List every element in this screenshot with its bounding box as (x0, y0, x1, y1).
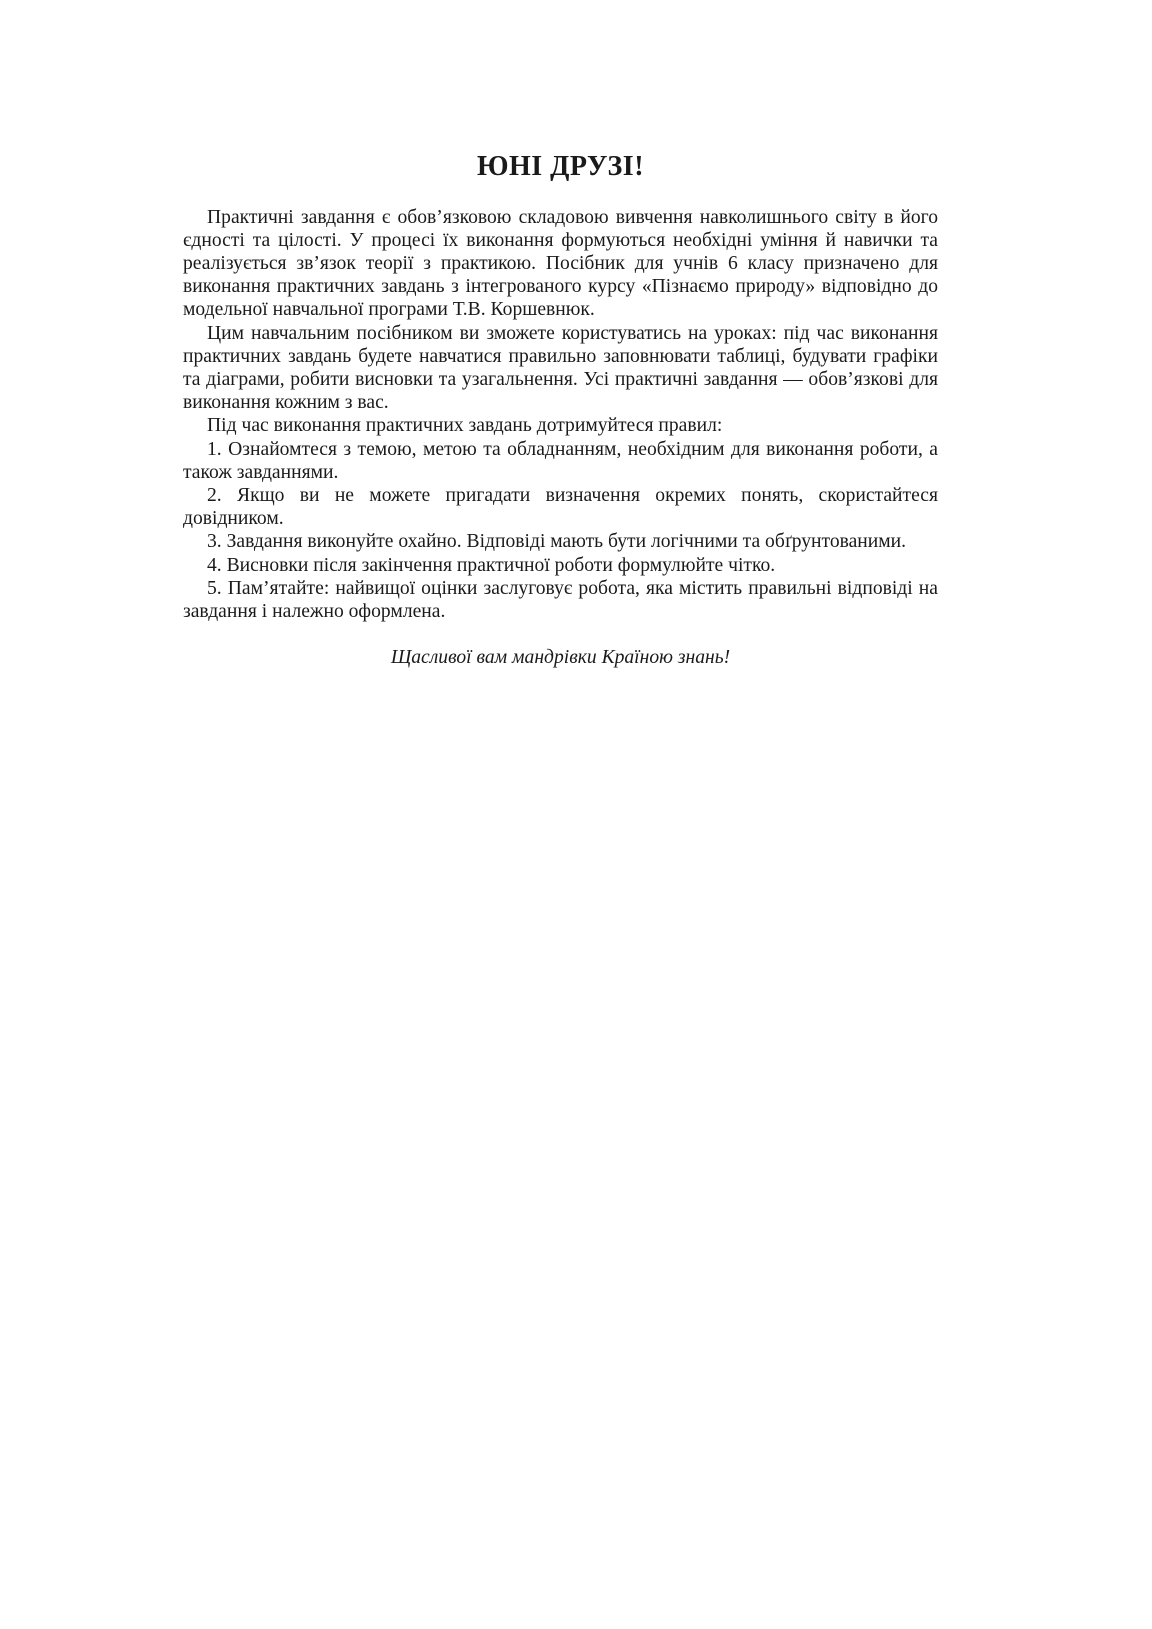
usage-paragraph: Цим навчальним посібником ви зможете користуватись на уроках: під час виконання практичних завдань будете навчатися правильно заповнювати таблиці, будувати графіки та діаграми, робити висновки та узагальнення. Усі практичні завдання — обов’язкові для виконання кожним з вас. (183, 322, 938, 414)
page-title: ЮНІ ДРУЗІ! (476, 151, 645, 182)
rule-item-2: 2. Якщо ви не можете пригадати визначення окремих понять, скористайтеся довідником. (183, 485, 938, 530)
rule-item-3: 3. Завдання виконуйте охайно. Відповіді мають бути логічними та обґрунтованими. (207, 531, 907, 553)
intro-paragraph: Практичні завдання є обов’язковою складовою вивчення навколишнього світу в його єдності та цілості. У процесі їх виконання формуються необхідні уміння й навички та реалізується зв’язок теорії з практикою. Посібник для учнів 6 класу призначено для виконання практичних завдань з інтегрованого курсу «Пізнаємо природу» відповідно до модельної навчальної програми Т.В. Коршевнюк. (183, 206, 938, 321)
page-content (183, 150, 938, 669)
rules-intro: Під час виконання практичних завдань дотримуйтеся правил: (207, 415, 723, 437)
rule-item-4: 4. Висновки після закінчення практичної роботи формулюйте чітко. (207, 554, 776, 576)
closing-wish: Щасливої вам мандрівки Країною знань! (390, 647, 731, 669)
rule-item-1: 1. Ознайомтеся з темою, метою та обладнанням, необхідним для виконання роботи, а також завданнями. (183, 438, 938, 483)
rule-item-5: 5. Пам’ятайте: найвищої оцінки заслуговує робота, яка містить правильні відповіді на завдання і належно оформлена. (183, 577, 938, 623)
